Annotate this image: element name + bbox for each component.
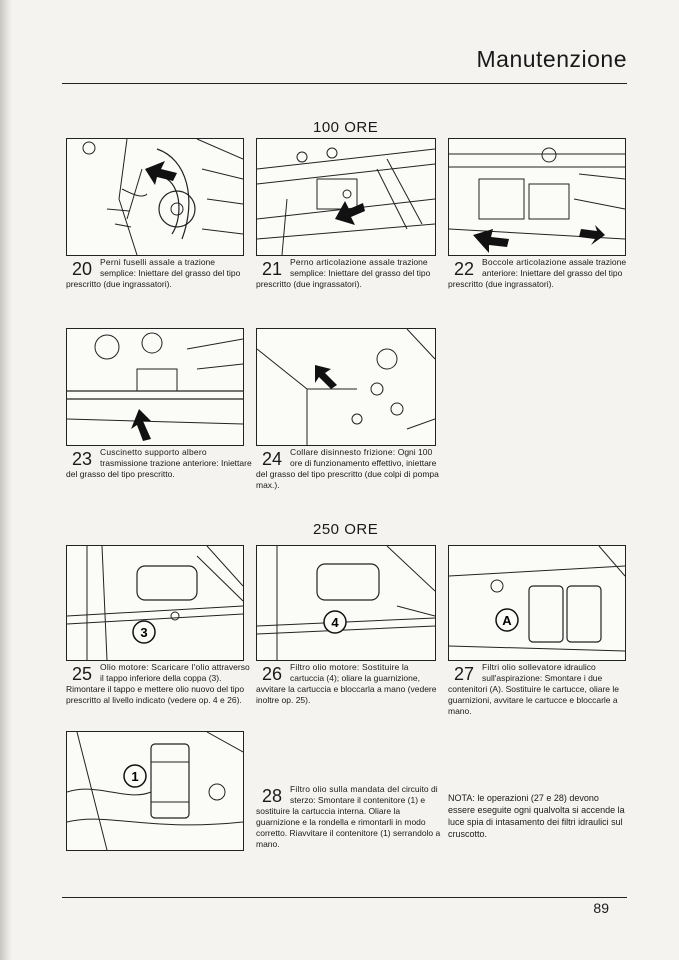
- callout-label: 3: [140, 625, 148, 640]
- caption-28: [256, 784, 442, 850]
- step-number: 23: [72, 449, 93, 469]
- caption-body: assale trazione anteriore: Iniettare del grasso del tipo prescritto (due ingrassatori).: [448, 257, 627, 289]
- figure-23-drawing: [67, 329, 243, 445]
- figure-23-illustration: [66, 328, 244, 446]
- section-title-100-ore: 100 ORE: [313, 119, 379, 136]
- caption-body: la cartuccia (4); oliare la guarnizione, avvitare la cartuccia e bloccarla a mano (vedere inoltre op. 25).: [256, 662, 437, 705]
- step-number: 22: [454, 259, 475, 279]
- caption-body: attraverso il tappo inferiore della coppa (3). Rimontare il tappo e mettere olio nuovo del tipo prescritto al livello indicato (vedere op. 4 e 26).: [66, 662, 250, 705]
- caption-title: Filtri olio sollevatore: [482, 662, 562, 672]
- caption-body: trazione semplice: Iniettare del grasso del tipo prescritto (due ingrassatori).: [66, 257, 241, 289]
- page-binding-shadow: [0, 0, 12, 960]
- page-number: 89: [593, 900, 609, 916]
- figure-28-illustration: [66, 731, 244, 851]
- step-number: 20: [72, 259, 93, 279]
- caption-title: Perno articolazione assale: [290, 257, 395, 267]
- figure-22-drawing: [449, 139, 625, 255]
- step-number: 21: [262, 259, 283, 279]
- figure-28-drawing: [67, 732, 243, 850]
- page-title: Manutenzione: [476, 46, 627, 72]
- figure-20-drawing: [67, 139, 243, 255]
- caption-20: [66, 257, 252, 290]
- figure-21-drawing: [257, 139, 435, 255]
- figure-26-illustration: [256, 545, 436, 661]
- figure-26-drawing: [257, 546, 435, 660]
- figure-27-drawing: [449, 546, 625, 660]
- callout-label: 4: [331, 615, 339, 630]
- caption-body: trazione semplice: Iniettare del grasso del tipo prescritto (due ingrassatori).: [256, 257, 431, 289]
- caption-title: Cuscinetto supporto albero: [100, 447, 207, 457]
- figure-27-illustration: [448, 545, 626, 661]
- figure-21-illustration: [256, 138, 436, 256]
- caption-title: Filtro olio sulla mandata del: [290, 784, 400, 794]
- figure-22-illustration: [448, 138, 626, 256]
- figure-25-drawing: [67, 546, 243, 660]
- figure-20-illustration: [66, 138, 244, 256]
- caption-title: Boccole articolazione: [482, 257, 567, 267]
- caption-body: Ogni 100 ore di funzionamento effettivo, iniettare del grasso del tipo prescritto (due colpi di pompa max.).: [256, 447, 439, 490]
- caption-21: [256, 257, 442, 290]
- caption-title: Collare disinnesto frizione:: [290, 447, 396, 457]
- callout-label: 1: [131, 769, 139, 784]
- step-number: 27: [454, 664, 475, 684]
- caption-27: [448, 662, 634, 717]
- figure-25-illustration: [66, 545, 244, 661]
- caption-title: Perni fuselli assale a: [100, 257, 183, 267]
- caption-body: idraulico sull'aspirazione: Smontare i due contenitori (A). Sostituire le cartucce, oliare le guarnizioni, avvitare le cartucce e bloccarle a mano.: [448, 662, 620, 716]
- caption-25: [66, 662, 252, 706]
- caption-body: circuito di sterzo: Smontare il contenitore (1) e sostituire la cartuccia interna. Oliare la guarnizione e la rondella e rimontarli in modo corretto. Riavvitare il contenitore (1) serrandolo a mano.: [256, 784, 441, 849]
- caption-22: [448, 257, 634, 290]
- header-rule: [62, 83, 627, 84]
- section-title-250-ore: 250 ORE: [313, 521, 379, 538]
- note-text: NOTA: le operazioni (27 e 28) devono essere eseguite ogni qualvolta si accende la luce spia di intasamento dei filtri idraulici sul cruscotto.: [448, 793, 625, 839]
- caption-body: trasmissione trazione anteriore: Iniettare del grasso del tipo prescritto.: [66, 458, 252, 479]
- callout-label: A: [502, 613, 512, 628]
- figure-24-drawing: [257, 329, 435, 445]
- figure-24-illustration: [256, 328, 436, 446]
- caption-title: Filtro olio motore: Sostituire: [290, 662, 400, 672]
- caption-24: [256, 447, 442, 491]
- footer-rule: [62, 897, 627, 898]
- step-number: 28: [262, 786, 283, 806]
- caption-23: [66, 447, 252, 480]
- step-number: 26: [262, 664, 283, 684]
- caption-26: [256, 662, 442, 706]
- step-number: 24: [262, 449, 283, 469]
- step-number: 25: [72, 664, 93, 684]
- caption-title: Olio motore: Scaricare l'olio: [100, 662, 210, 672]
